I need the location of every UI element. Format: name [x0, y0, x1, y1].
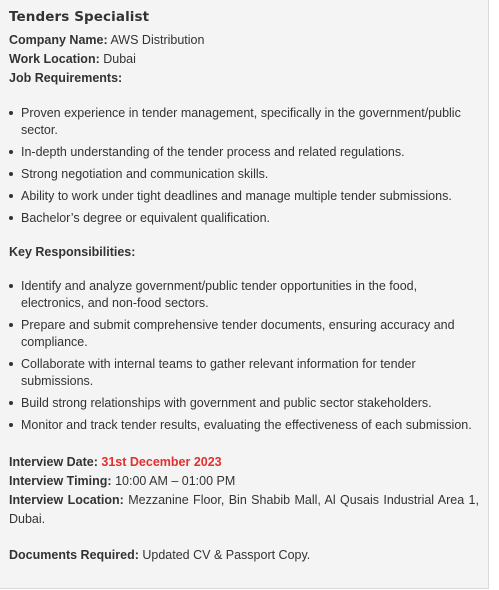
responsibilities-list [9, 278, 488, 434]
interview-location-line [9, 491, 479, 529]
interview-date-label: Interview Date: [9, 455, 98, 469]
company-value: AWS Distribution [110, 33, 205, 47]
interview-timing-label: Interview Timing: [9, 474, 112, 488]
list-item: Proven experience in tender management, specifically in the government/public sector. [9, 105, 476, 139]
location-label: Work Location: [9, 52, 100, 66]
documents-value: Updated CV & Passport Copy. [142, 548, 311, 562]
requirements-heading: Job Requirements: [9, 71, 123, 85]
list-item: Identify and analyze government/public tender opportunities in the food, electronics, and non-food sectors. [9, 278, 476, 312]
list-item: Prepare and submit comprehensive tender documents, ensuring accuracy and compliance. [9, 317, 476, 351]
location-value: Dubai [103, 52, 136, 66]
list-item: Build strong relationships with government and public sector stakeholders. [9, 395, 476, 412]
list-item: Strong negotiation and communication skills. [9, 166, 476, 183]
job-title: Tenders Specialist [9, 9, 150, 25]
requirements-list [9, 105, 488, 227]
interview-date-line [9, 453, 488, 472]
responsibilities-heading: Key Responsibilities: [9, 245, 136, 259]
documents-line [9, 546, 488, 565]
interview-location-label: Interview Location: [9, 493, 124, 507]
list-item: Collaborate with internal teams to gather relevant information for tender submissions. [9, 356, 476, 390]
location-line [9, 50, 488, 69]
list-item: Bachelor’s degree or equivalent qualification. [9, 210, 476, 227]
interview-timing-line [9, 472, 488, 491]
interview-location-value: Mezzanine Floor, Bin Shabib Mall, Al Qusais Industrial Area 1, Dubai. [9, 493, 479, 526]
list-item: Monitor and track tender results, evaluating the effectiveness of each submission. [9, 417, 476, 434]
interview-date-value: 31st December 2023 [101, 455, 222, 469]
documents-label: Documents Required: [9, 548, 139, 562]
company-label: Company Name: [9, 33, 108, 47]
company-line [9, 31, 488, 50]
list-item: In-depth understanding of the tender process and related regulations. [9, 144, 476, 161]
interview-timing-value: 10:00 AM – 01:00 PM [115, 474, 236, 488]
list-item: Ability to work under tight deadlines and manage multiple tender submissions. [9, 188, 476, 205]
